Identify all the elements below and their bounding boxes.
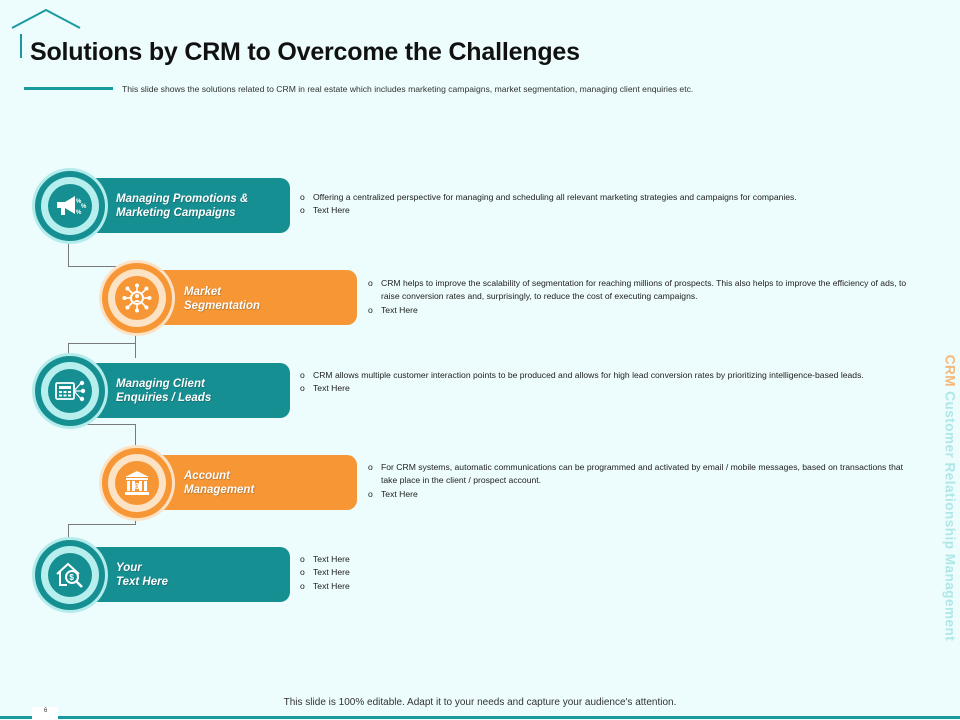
item-icon-circle bbox=[102, 448, 172, 518]
bullet-item: o Text Here bbox=[300, 566, 500, 579]
house-dollar-search-icon bbox=[55, 561, 85, 589]
bank-icon bbox=[123, 469, 151, 497]
slide-subtitle: This slide shows the solutions related to CRM in real estate which includes marketing campaigns, market segmentation, managing client enquiries etc. bbox=[122, 84, 694, 94]
bullet-item: o CRM helps to improve the scalability of segmentation for reaching millions of prospects. This also helps to improve the efficiency of ads, to raise conversion rates and, surprisingly, to reduce the cost of executing campaigns. bbox=[368, 277, 908, 304]
footer-note: This slide is 100% editable. Adapt it to your needs and capture your audience's attention. bbox=[283, 697, 677, 708]
svg-text:%: % bbox=[76, 199, 82, 205]
bullet-item: o Text Here bbox=[300, 553, 500, 566]
bullet-item: o Text Here bbox=[368, 304, 908, 317]
item-bullets bbox=[368, 461, 913, 501]
slide-title: Solutions by CRM to Overcome the Challenges bbox=[30, 38, 580, 66]
title-underline bbox=[24, 87, 113, 90]
item-icon-circle bbox=[102, 263, 172, 333]
item-bullets bbox=[300, 553, 500, 593]
item-icon-circle bbox=[35, 171, 105, 241]
item-bullets bbox=[300, 369, 870, 396]
megaphone-icon bbox=[53, 193, 87, 219]
item-label: Managing Promotions & Marketing Campaigns bbox=[116, 193, 249, 219]
bullet-item: o Text Here bbox=[300, 382, 870, 395]
svg-text:$: $ bbox=[69, 573, 74, 582]
bullet-item: o CRM allows multiple customer interaction points to be produced and allows for high lead conversion rates by prioritizing intelligence-based leads. bbox=[300, 369, 870, 382]
svg-text:$: $ bbox=[135, 484, 139, 490]
bullet-item: o Offering a centralized perspective for managing and scheduling all relevant marketing strategies and campaigns for companies. bbox=[300, 191, 900, 204]
svg-text:%: % bbox=[81, 204, 87, 210]
item-label: Market Segmentation bbox=[184, 286, 261, 312]
item-bullets bbox=[300, 191, 900, 218]
svg-text:%: % bbox=[76, 210, 82, 216]
page-number: 6 bbox=[44, 708, 48, 714]
item-label: Your Text Here bbox=[116, 562, 168, 588]
bullet-item: o Text Here bbox=[300, 580, 500, 593]
item-icon-circle bbox=[35, 356, 105, 426]
connector-1-2 bbox=[68, 240, 136, 267]
side-vertical-title: CRM Customer Relationship Management bbox=[942, 354, 958, 642]
calculator-network-icon bbox=[54, 378, 86, 404]
footer-line bbox=[0, 716, 960, 719]
segmentation-icon bbox=[122, 283, 152, 313]
item-bullets bbox=[368, 277, 908, 317]
item-icon-circle bbox=[35, 540, 105, 610]
house-roof-logo-icon bbox=[10, 8, 84, 30]
logo-bar bbox=[20, 34, 22, 58]
bullet-item: o Text Here bbox=[300, 204, 900, 217]
bullet-item: o Text Here bbox=[368, 488, 913, 501]
bullet-item: o For CRM systems, automatic communications can be programmed and activated by email / mobile messages, based on transactions that take place in the client / prospect account. bbox=[368, 461, 913, 488]
item-label: Account Management bbox=[184, 470, 255, 496]
item-label: Managing Client Enquiries / Leads bbox=[116, 378, 212, 404]
connector-3-4 bbox=[68, 424, 136, 437]
